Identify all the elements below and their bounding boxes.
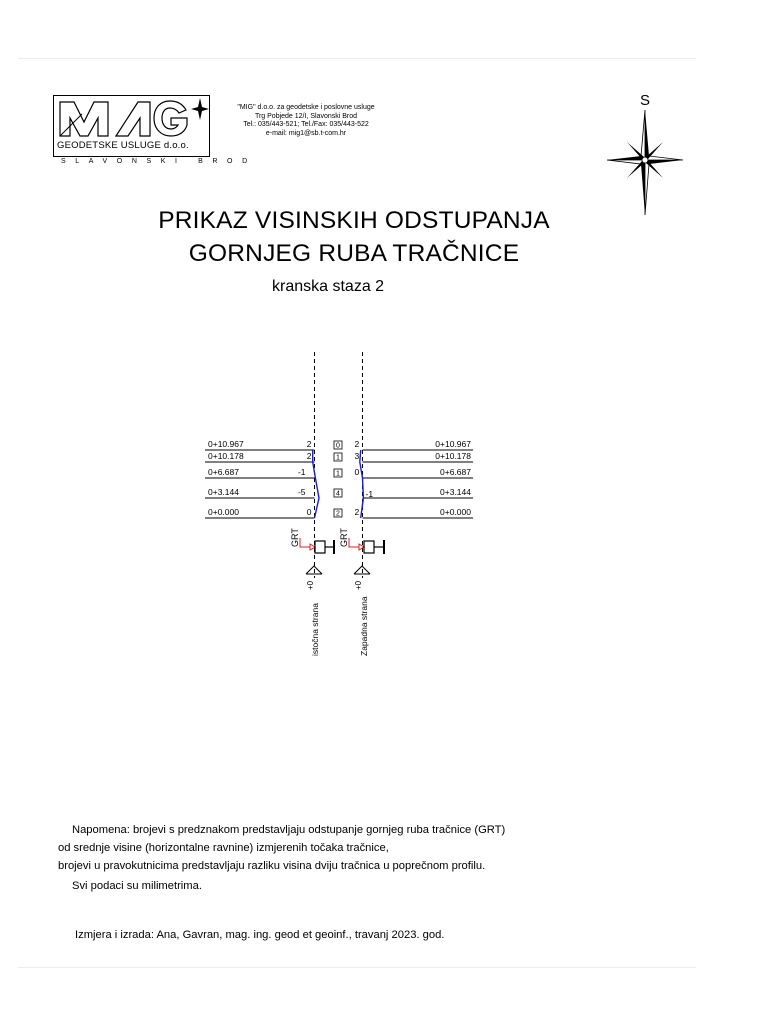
author-credit: Izmjera i izrada: Ana, Gavran, mag. ing. geod et geoinf., travanj 2023. god. bbox=[75, 929, 445, 941]
page-title bbox=[84, 204, 624, 270]
logo-company-name: GEODETSKE USLUGE d.o.o. bbox=[57, 140, 189, 151]
height-difference-value: 1 bbox=[336, 470, 340, 478]
east-deviation-value: 2 bbox=[306, 439, 312, 449]
west-deviation-value: 2 bbox=[354, 507, 360, 517]
west-deviation-value: 0 bbox=[354, 467, 360, 477]
note-line: od srednje visine (horizontalne ravnine) izmjerenih točaka tračnice, bbox=[58, 841, 389, 854]
east-chainage-label: 0+6.687 bbox=[208, 467, 239, 477]
east-chainage-label: 0+3.144 bbox=[208, 487, 239, 497]
west-chainage-label: 0+10.967 bbox=[435, 439, 471, 449]
east-zero-label: +0 bbox=[306, 580, 315, 590]
west-chainage-label: 0+6.687 bbox=[440, 467, 471, 477]
legend-note bbox=[58, 822, 505, 896]
height-difference-value: 2 bbox=[336, 510, 340, 518]
east-deviation-line bbox=[313, 450, 319, 518]
east-deviation-value: -1 bbox=[297, 467, 306, 477]
company-logo bbox=[53, 95, 257, 168]
west-zero-label: +0 bbox=[354, 580, 363, 590]
east-chainage-label: 0+10.967 bbox=[208, 439, 244, 449]
west-chainage-label: 0+10.178 bbox=[435, 451, 471, 461]
west-rail-section-icon bbox=[349, 538, 384, 554]
profile-rows bbox=[205, 439, 473, 518]
west-deviation-value: -1 bbox=[365, 489, 374, 499]
east-deviation-value: 2 bbox=[306, 451, 312, 461]
west-grt-label: GRT bbox=[339, 528, 349, 547]
west-side-label: Zapadna strana bbox=[359, 596, 369, 656]
rail-profile-drawing bbox=[0, 340, 768, 670]
east-rail-section-icon bbox=[300, 538, 334, 554]
height-difference-value: 1 bbox=[336, 454, 340, 462]
note-line: brojevi u pravokutnicima predstavljaju razliku visina dviju tračnica u poprečnom profilu. bbox=[58, 859, 486, 872]
west-chainage-label: 0+0.000 bbox=[440, 507, 471, 517]
contact-line: Tel.: 035/443-521; Tel./Fax: 035/443-522 bbox=[243, 121, 369, 129]
east-deviation-value: -5 bbox=[297, 487, 306, 497]
east-chainage-label: 0+0.000 bbox=[208, 507, 239, 517]
height-difference-value: 4 bbox=[336, 490, 340, 498]
logo-frame bbox=[53, 95, 210, 157]
height-difference-value: 0 bbox=[336, 442, 340, 450]
north-arrow-letter: S bbox=[640, 92, 651, 109]
west-deviation-value: 3 bbox=[354, 451, 360, 461]
logo-mark-icon bbox=[54, 96, 209, 140]
contact-line: e-mail: mig1@sb.t-com.hr bbox=[265, 129, 347, 137]
west-chainage-label: 0+3.144 bbox=[440, 487, 471, 497]
contact-line: Trg Pobjede 12/I, Slavonski Brod bbox=[254, 112, 358, 120]
east-side-label: istočna strana bbox=[310, 603, 320, 656]
east-chainage-label: 0+10.178 bbox=[208, 451, 244, 461]
note-line: Svi podaci su milimetrima. bbox=[72, 880, 202, 893]
contact-line: "MIG" d.o.o. za geodetske i poslovne usluge bbox=[237, 104, 375, 111]
logo-city: SLAVONSKI BROD bbox=[61, 158, 257, 165]
east-grt-label: GRT bbox=[290, 528, 300, 547]
west-deviation-value: 2 bbox=[354, 439, 360, 449]
note-line: Napomena: brojevi s predznakom predstavljaju odstupanje gornjeg ruba tračnice (GRT) bbox=[72, 824, 506, 836]
company-contact bbox=[206, 104, 406, 138]
title-line: GORNJEG RUBA TRAČNICE bbox=[188, 240, 520, 267]
east-deviation-value: 0 bbox=[306, 507, 312, 517]
title-line: PRIKAZ VISINSKIH ODSTUPANJA bbox=[158, 207, 550, 234]
page-subtitle: kranska staza 2 bbox=[272, 278, 385, 295]
